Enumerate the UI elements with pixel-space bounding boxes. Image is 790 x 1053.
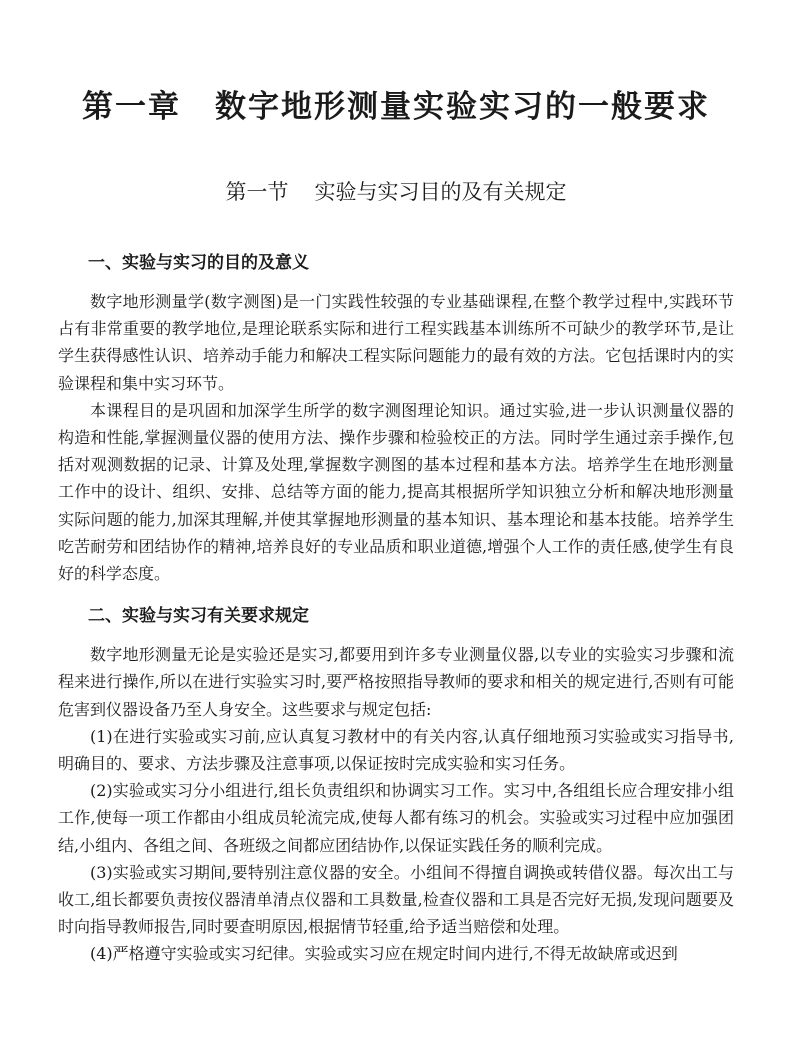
purpose-body <box>58 288 734 587</box>
list-item: (1)在进行实验或实习前,应认真复习教材中的有关内容,认真仔细地预习实验或实习指导书,明确目的、要求、方法步骤及注意事项,以保证按时完成实验和实习任务。 <box>58 726 734 774</box>
chapter-title-text: 数字地形测量实验实习的一般要求 <box>215 89 710 125</box>
list-item: (3)实验或实习期间,要特别注意仪器的安全。小组间不得擅自调换或转借仪器。每次出工与收工,组长都要负责按仪器清单清点仪器和工具数量,检查仪器和工具是否完好无损,发现问题要及时向指导教师报告,同时要查明原因,根据情节轻重,给予适当赔偿和处理。 <box>58 862 734 937</box>
paragraph: 数字地形测量无论是实验还是实习,都要用到许多专业测量仪器,以专业的实验实习步骤和流程来进行操作,所以在进行实验实习时,要严格按照指导教师的要求和相关的规定进行,否则有可能危害到仪器设备乃至人身安全。这些要求与规定包括: <box>58 645 734 719</box>
section-title-text: 实验与实习目的及有关规定 <box>314 180 567 204</box>
subheading-requirements: 二、实验与实习有关要求规定 <box>88 606 309 627</box>
subheading-purpose: 一、实验与实习的目的及意义 <box>88 253 309 273</box>
requirements-body <box>58 641 734 967</box>
section-number: 第一节 <box>225 180 289 204</box>
chapter-number: 第一章 <box>82 89 181 125</box>
list-item: (4)严格遵守实验或实习纪律。实验或实习应在规定时间内进行,不得无故缺席或迟到 <box>90 944 678 964</box>
paragraph: 本课程目的是巩固和加深学生所学的数字测图理论知识。通过实验,进一步认识测量仪器的构造和性能,掌握测量仪器的使用方法、操作步骤和检验校正的方法。同时学生通过亲手操作,包括对观测数据的记录、计算及处理,掌握数字测图的基本过程和基本方法。培养学生在地形测量工作中的设计、组织、安排、总结等方面的能力,提高其根据所学知识独立分析和解决地形测量实际问题的能力,加深其理解,并使其掌握地形测量的基本知识、基本理论和基本技能。培养学生吃苦耐劳和团结协作的精神,培养良好的专业品质和职业道德,增强个人工作的责任感,使学生有良好的科学态度。 <box>58 400 734 584</box>
section-title <box>58 176 734 208</box>
chapter-title <box>58 0 734 130</box>
list-item: (2)实验或实习分小组进行,组长负责组织和协调实习工作。实习中,各组组长应合理安排小组工作,使每一项工作都由小组成员轮流完成,使每人都有练习的机会。实验或实习过程中应加强团结,小组内、各组之间、各班级之间都应团结协作,以保证实践任务的顺利完成。 <box>58 781 734 855</box>
paragraph: 数字地形测量学(数字测图)是一门实践性较强的专业基础课程,在整个教学过程中,实践环节占有非常重要的教学地位,是理论联系实际和进行工程实践基本训练所不可缺少的教学环节,是让学生获得感性认识、培养动手能力和解决工程实际问题能力的最有效的方法。它包括课时内的实验课程和集中实习环节。 <box>58 292 734 393</box>
